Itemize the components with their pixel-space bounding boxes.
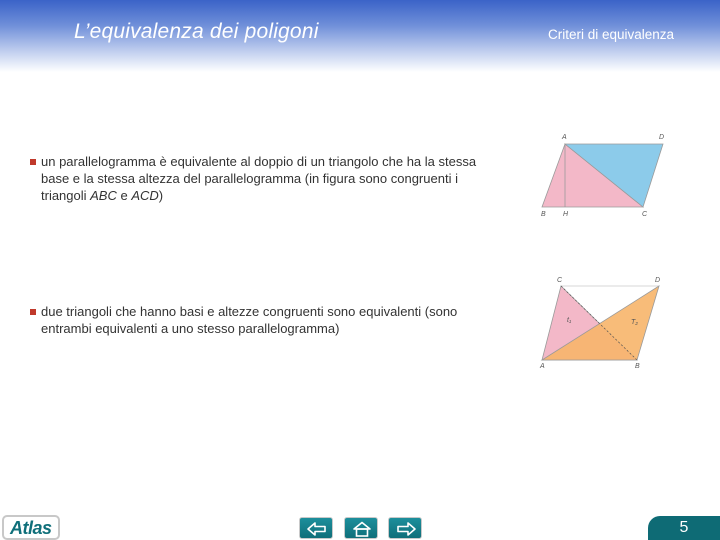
bullet-1-line-3: triangoli ABC e ACD) [41, 188, 164, 203]
bullet-marker [30, 309, 36, 315]
label-d: D [655, 277, 661, 284]
parallelogram-figure [535, 128, 675, 220]
logo-text: Atlas [10, 518, 52, 538]
back-arrow-icon [300, 518, 334, 540]
page-number: 5 [648, 516, 720, 540]
page-title: L’equivalenza dei poligoni [74, 20, 319, 43]
section-title: Criteri di equivalenza [548, 27, 675, 42]
bullet-marker [30, 159, 36, 165]
home-button[interactable] [344, 517, 378, 539]
label-c: C [557, 277, 563, 284]
bullet-2-line-1: due triangoli che hanno basi e altezze congruenti sono equivalenti (sono [41, 304, 458, 319]
label-b: B [635, 363, 640, 370]
header-banner [0, 0, 720, 72]
forward-button[interactable] [388, 517, 422, 539]
bullet-1-line-1: un parallelogramma è equivalente al doppio di un triangolo che ha la stessa [41, 154, 477, 169]
label-b: B [541, 211, 546, 218]
label-t1: t₁ [567, 317, 572, 324]
atlas-logo[interactable] [2, 515, 60, 540]
home-icon [345, 518, 379, 540]
label-h: H [563, 211, 569, 218]
label-d: D [659, 134, 665, 141]
label-a: A [540, 363, 545, 370]
bullet-parallelogram [30, 153, 515, 204]
label-t2: T₂ [631, 319, 638, 326]
label-c: C [642, 211, 648, 218]
forward-arrow-icon [389, 518, 423, 540]
bullet-triangles [30, 303, 515, 337]
back-button[interactable] [299, 517, 333, 539]
label-a: A [562, 134, 567, 141]
bullet-1-line-2: base e la stessa altezza del parallelogramma (in figura sono congruenti i [41, 171, 458, 186]
triangles-figure [535, 272, 675, 372]
bullet-2-line-2: entrambi equivalenti a uno stesso parallelogramma) [41, 321, 340, 336]
